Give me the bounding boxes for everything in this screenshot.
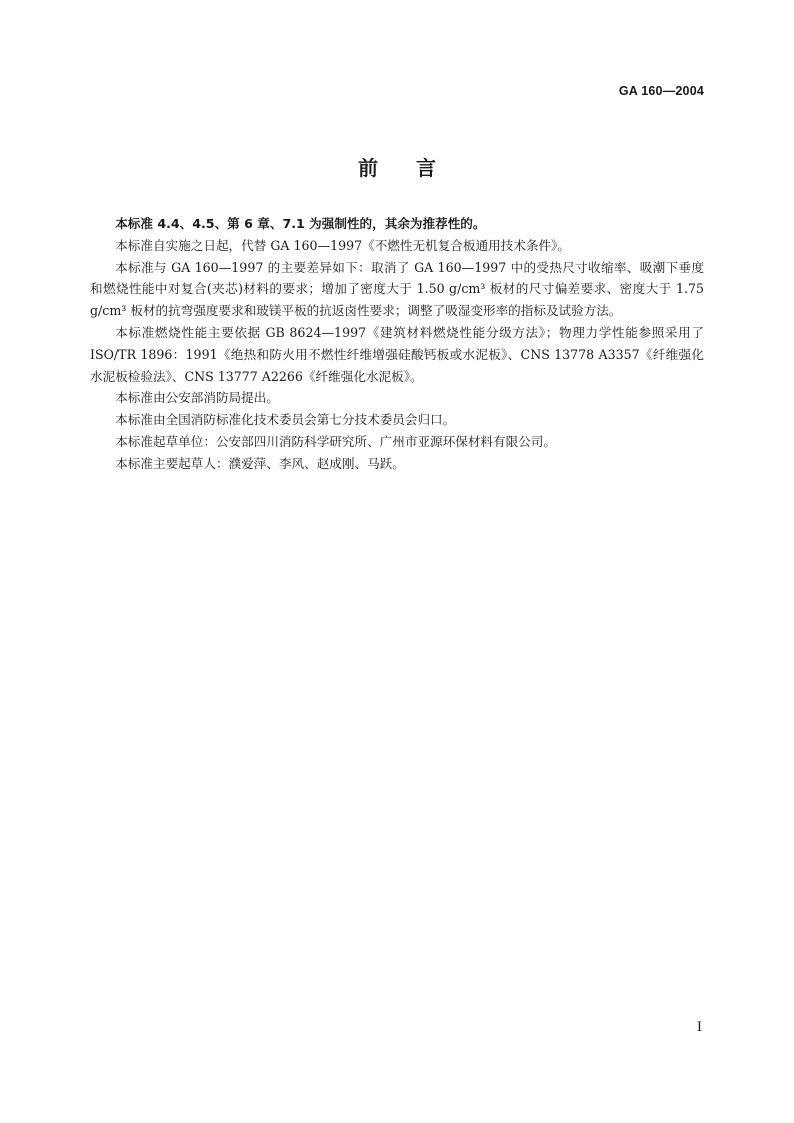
paragraph-replacement: 本标准自实施之日起，代替 GA 160—1997《不燃性无机复合板通用技术条件》。	[115, 237, 570, 253]
standard-code: GA 160—2004	[618, 84, 704, 98]
page-number: I	[696, 1020, 702, 1035]
paragraph-basis: 本标准燃烧性能主要依据 GB 8624—1997《建筑材料燃烧性能分级方法》；物理力学性能参照采用了 ISO/TR 1896：1991《绝热和防火用不燃性纤维增强硅酸钙板或水泥板》、CNS 13778 A3357《纤维强化水泥板检验法》、CNS 13777 A2266《纤维强化水泥板》。	[90, 324, 704, 384]
paragraph-under-jurisdiction: 本标准由全国消防标准化技术委员会第七分技术委员会归口。	[115, 412, 456, 428]
paragraph-mandatory-clauses: 本标准 4.4、4.5、第 6 章、7.1 为强制性的，其余为推荐性的。	[115, 216, 486, 231]
paragraph-drafters: 本标准主要起草人：濮爱萍、李风、赵成刚、马跃。	[115, 455, 405, 471]
page-title	[0, 152, 794, 181]
paragraph-drafting-units: 本标准起草单位：公安部四川消防科学研究所、广州市亚源环保材料有限公司。	[115, 433, 556, 449]
title-char-1: 前	[358, 156, 378, 180]
paragraph-proposed-by: 本标准由公安部消防局提出。	[115, 390, 279, 406]
paragraph-main-differences: 本标准与 GA 160—1997 的主要差异如下：取消了 GA 160—1997 中的受热尺寸收缩率、吸潮下垂度和燃烧性能中对复合(夹芯)材料的要求；增加了密度大于 1.50 g/cm³ 板材的尺寸偏差要求、密度大于 1.75 g/cm³ 板材的抗弯强度要求和玻镁平板的抗返卤性要求；调整了吸湿变形率的指标及试验方法。	[90, 259, 704, 319]
preface-body	[90, 213, 704, 475]
title-char-2: 言	[416, 156, 436, 180]
